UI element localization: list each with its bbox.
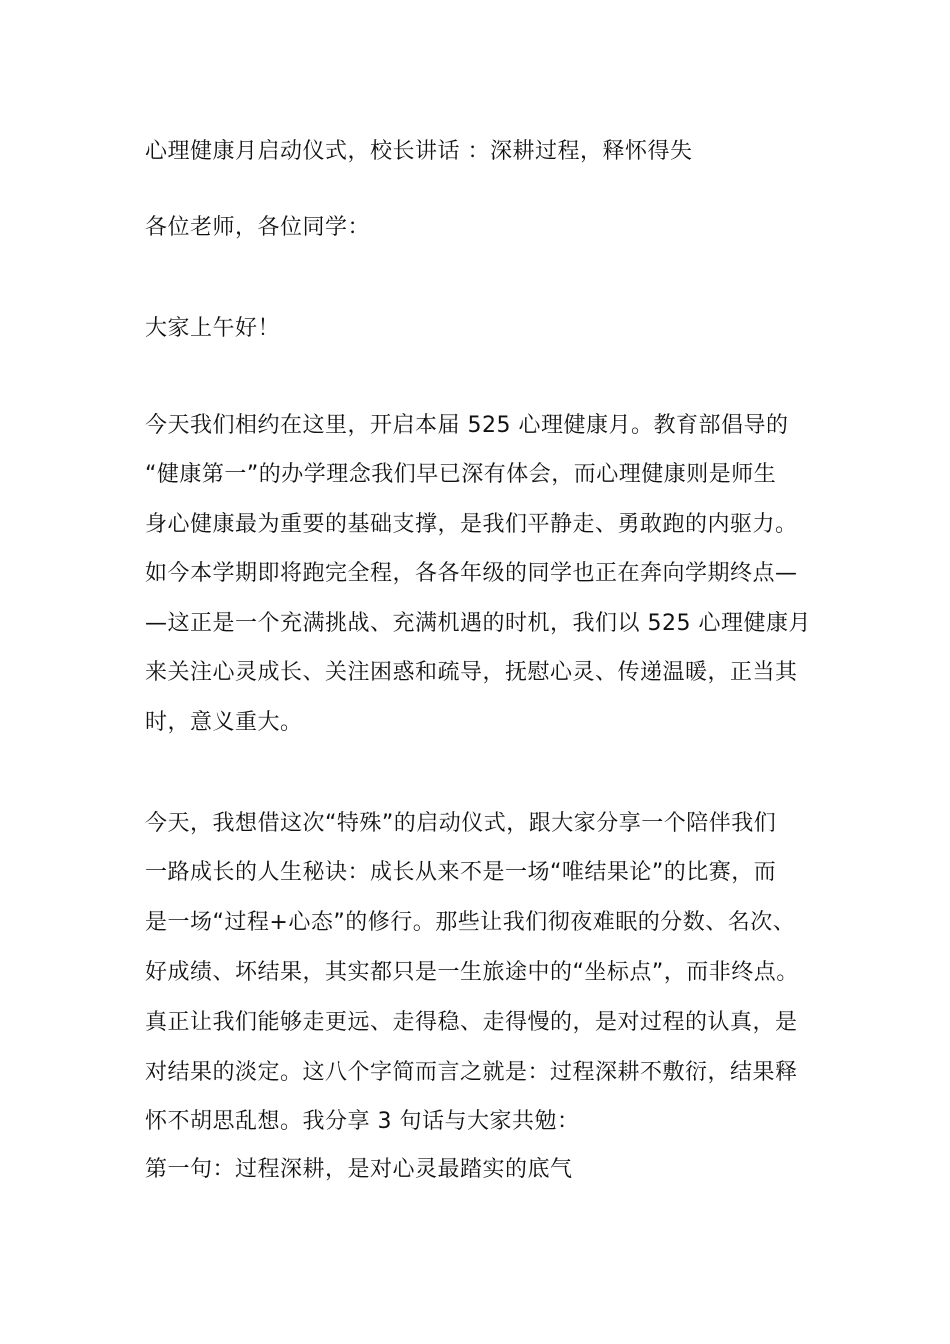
paragraph-line: 对结果的淡定。这八个字简而言之就是：过程深耕不敷衍，结果释	[145, 1060, 798, 1085]
paragraph-line: 是一场“过程+心态”的修行。那些让我们彻夜难眠的分数、名次、	[145, 910, 796, 935]
paragraph-line: 好成绩、坏结果，其实都只是一生旅途中的“坐标点”，而非终点。	[145, 960, 799, 985]
paragraph-line: —这正是一个充满挑战、充满机遇的时机，我们以 525 心理健康月	[145, 611, 811, 636]
document-title: 心理健康月启动仪式，校长讲话 ：深耕过程，释怀得失	[145, 139, 693, 164]
salutation: 各位老师，各位同学：	[145, 215, 371, 240]
paragraph-line: 怀不胡思乱想。我分享 3 句话与大家共勉：	[145, 1109, 580, 1134]
paragraph-line: 真正让我们能够走更远、走得稳、走得慢的，是对过程的认真，是	[145, 1010, 798, 1035]
greeting: 大家上午好！	[145, 316, 281, 341]
paragraph-line: 时，意义重大。	[145, 710, 303, 735]
paragraph-line: 一路成长的人生秘诀：成长从来不是一场“唯结果论”的比赛，而	[145, 860, 777, 885]
paragraph-line: 来关注心灵成长、关注困惑和疏导，抚慰心灵、传递温暖，正当其	[145, 660, 798, 685]
paragraph-line: “健康第一”的办学理念我们早已深有体会，而心理健康则是师生	[145, 462, 777, 487]
paragraph-line: 今天，我想借这次“特殊”的启动仪式，跟大家分享一个陪伴我们	[145, 811, 777, 836]
paragraph-line: 身心健康最为重要的基础支撑，是我们平静走、勇敢跑的内驱力。	[145, 512, 798, 537]
paragraph-line: 如今本学期即将跑完全程，各各年级的同学也正在奔向学期终点—	[145, 561, 798, 586]
paragraph-line: 今天我们相约在这里，开启本届 525 心理健康月。教育部倡导的	[145, 413, 789, 438]
section-heading: 第一句：过程深耕，是对心灵最踏实的底气	[145, 1157, 573, 1182]
